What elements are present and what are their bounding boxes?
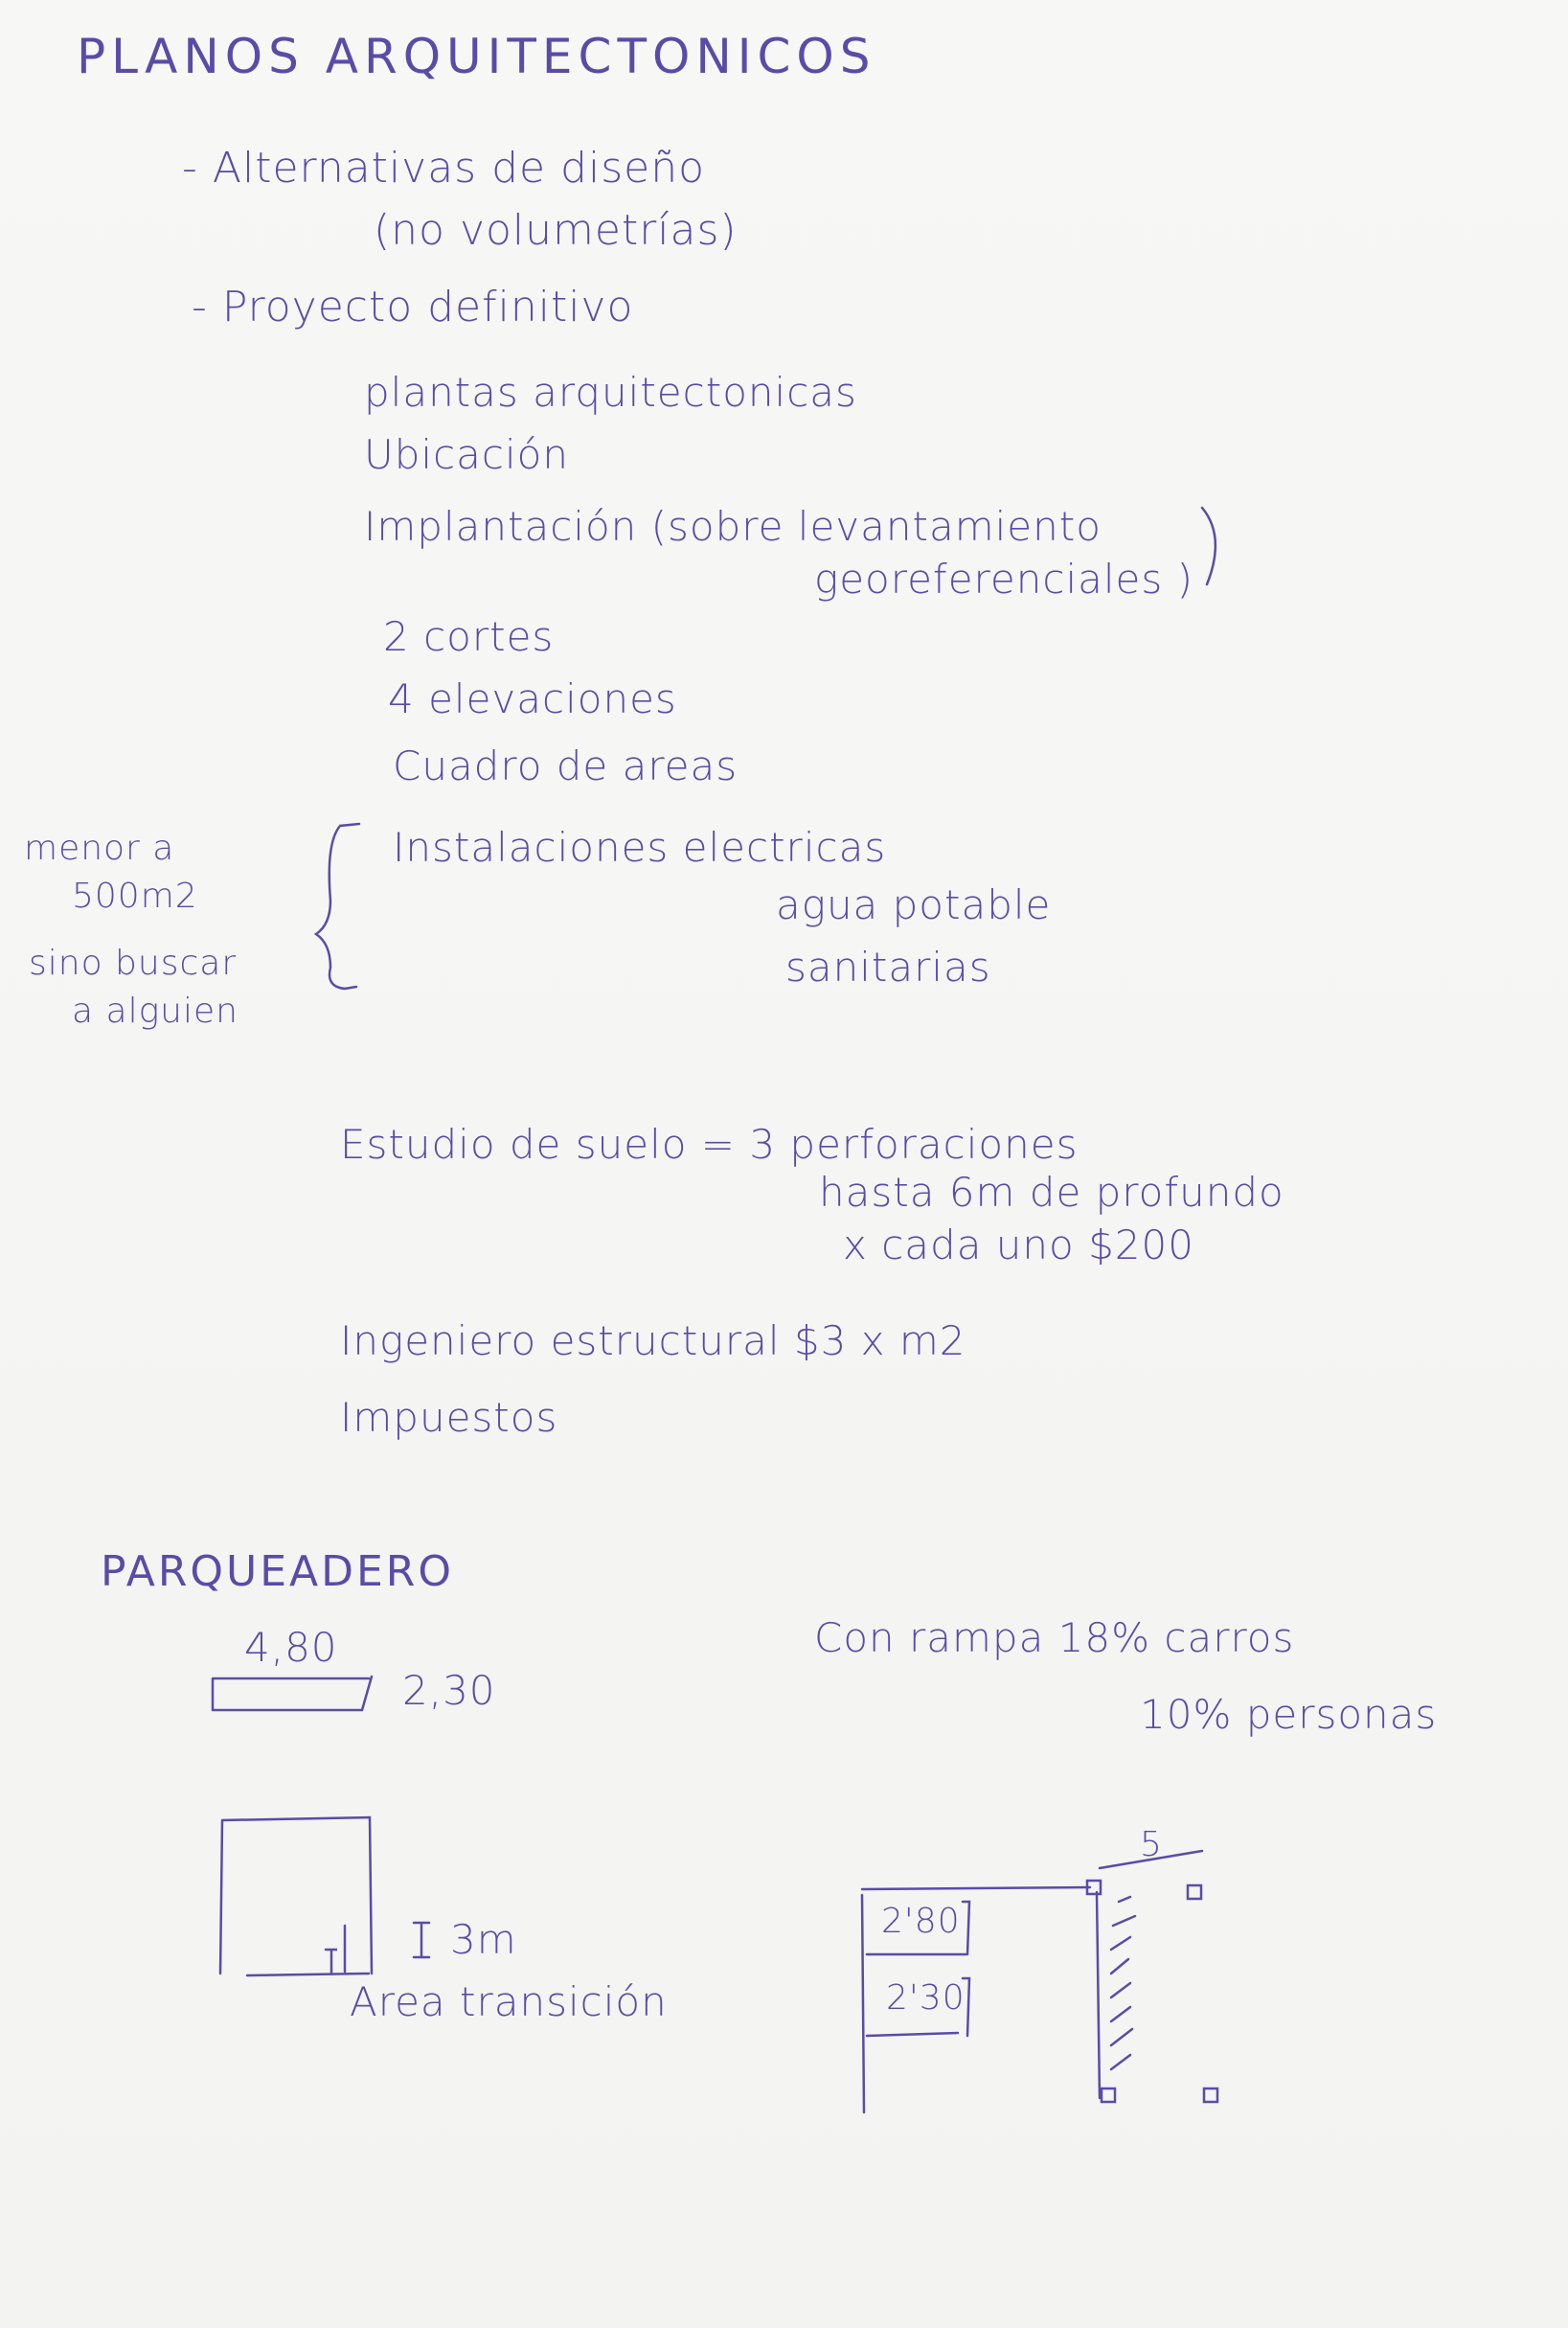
implantacion-line: Implantación (sobre levantamiento [364,503,1102,550]
ingeniero-line: Ingeniero estructural $3 x m2 [340,1317,966,1364]
implantacion-paren [1202,508,1216,584]
ramp-bracket-230 [963,1978,969,2036]
rampa-personas-line: 10% personas [1140,1691,1438,1738]
transition-3m-tick [414,1923,429,1957]
cuadro-areas-line: Cuadro de areas [393,742,739,789]
ramp-hatch [1111,1897,1135,2069]
alternativas-item: - Alternativas de diseño [182,144,706,193]
sanitarias-line: sanitarias [785,944,991,991]
parking-space-rect [213,1677,372,1710]
page-title: PLANOS ARQUITECTONICOS [77,29,876,84]
estudio-hasta-line: hasta 6m de profundo [819,1169,1284,1216]
impuestos-line: Impuestos [340,1394,558,1441]
georeferenciales-line: georeferenciales ) [814,556,1193,603]
elevaciones-line: 4 elevaciones [388,675,677,722]
estudio-suelo-line: Estudio de suelo = 3 perforaciones [340,1121,1079,1168]
side-note-alguien: a alguien [72,992,239,1031]
ramp-bracket-280 [963,1902,969,1954]
ramp-main-wall [862,1895,864,2112]
parking-height-label: 2,30 [402,1667,496,1714]
side-curly-brace [316,824,359,989]
parqueadero-title: PARQUEADERO [101,1547,455,1596]
ramp-dimension-5 [1100,1851,1202,1868]
dim-5-label: 5 [1140,1825,1163,1864]
column-bottom-left [1102,2088,1115,2102]
column-bottom-right [1204,2088,1217,2102]
transition-marker-left [326,1950,337,1974]
dim-230-label: 2'30 [886,1978,966,2018]
ramp-lower-line [867,2033,958,2036]
proyecto-item: - Proyecto definitivo [192,283,634,331]
column-top-right [1188,1885,1201,1899]
instalaciones-line: Instalaciones electricas [393,824,887,871]
estudio-cada-line: x cada uno $200 [843,1221,1194,1268]
ramp-inner-wall [1097,1892,1100,2098]
alternativas-subnote: (no volumetrías) [374,206,738,255]
side-note-500m2: 500m2 [72,877,198,916]
dim-280-label: 2'80 [881,1902,961,1941]
rampa-carros-line: Con rampa 18% carros [814,1614,1295,1661]
parking-width-label: 4,80 [244,1624,338,1671]
ubicacion-line: Ubicación [364,431,569,478]
ramp-top-line [862,1887,1090,1889]
transition-area-box [220,1817,372,1975]
agua-potable-line: agua potable [776,881,1052,928]
side-note-menor: menor a [24,829,175,868]
area-transicion-label: Area transición [350,1978,668,2025]
transicion-3m-label: 3m [450,1916,517,1963]
cortes-line: 2 cortes [383,613,555,660]
side-note-sino: sino buscar [29,944,238,983]
plantas-line: plantas arquitectonicas [364,369,857,416]
